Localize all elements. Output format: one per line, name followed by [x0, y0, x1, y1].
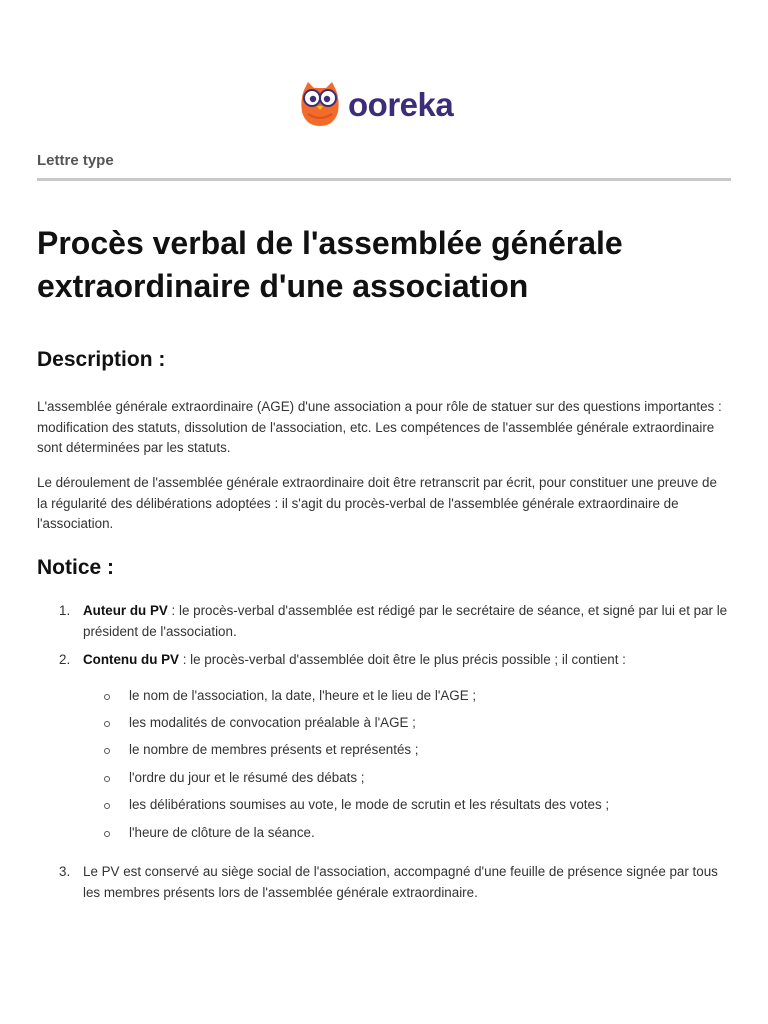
circle-bullet-icon — [104, 694, 110, 700]
notice-item-3 — [37, 862, 731, 903]
list-number: 3. — [59, 864, 71, 879]
sub-list-item: les modalités de convocation préalable à l'AGE ; — [104, 713, 416, 733]
circle-bullet-icon — [104, 776, 110, 782]
notice-item-1 — [37, 601, 731, 642]
owl-logo-icon — [298, 80, 342, 128]
notice-item-text: Le PV est conservé au siège social de l'association, accompagné d'une feuille de présence signée par tous les membres présents lors de l'assemblée générale extraordinaire. — [83, 864, 718, 900]
document-category: Lettre type — [37, 152, 114, 169]
circle-bullet-icon — [104, 831, 110, 837]
notice-item-label: Auteur du PV — [83, 603, 168, 618]
description-paragraph-1: L'assemblée générale extraordinaire (AGE) d'une association a pour rôle de statuer sur des questions importantes : modification des statuts, dissolution de l'association, etc. Les compétences de l'assemblée générale extraordinaire sont déterminées par les statuts. — [37, 399, 722, 455]
description-paragraph-2: Le déroulement de l'assemblée générale extraordinaire doit être retranscrit par écrit, pour constituer une preuve de la régularité des délibérations adoptées : il s'agit du procès-verbal de l'assemblée générale extraordinaire de l'association. — [37, 475, 717, 531]
notice-item-label: Contenu du PV — [83, 652, 179, 667]
brand-logo[interactable] — [298, 79, 453, 129]
sub-list-item: les délibérations soumises au vote, le mode de scrutin et les résultats des votes ; — [104, 795, 609, 815]
list-number: 2. — [59, 652, 71, 667]
sub-list-item: le nom de l'association, la date, l'heure et le lieu de l'AGE ; — [104, 686, 476, 706]
description-heading: Description : — [37, 348, 166, 371]
sub-list-item: le nombre de membres présents et représentés ; — [104, 740, 419, 760]
notice-item-text: : le procès-verbal d'assemblée est rédigé par le secrétaire de séance, et signé par lui et par le président de l'association. — [83, 603, 728, 639]
circle-bullet-icon — [104, 748, 110, 754]
circle-bullet-icon — [104, 721, 110, 727]
page-title: Procès verbal de l'assemblée générale extraordinaire d'une association — [37, 225, 623, 304]
sub-list-item: l'ordre du jour et le résumé des débats ; — [104, 768, 365, 788]
notice-heading: Notice : — [37, 556, 115, 579]
notice-item-2 — [37, 650, 731, 671]
sub-list-item: l'heure de clôture de la séance. — [104, 823, 315, 843]
list-number: 1. — [59, 603, 71, 618]
brand-wordmark: ooreka — [348, 85, 454, 123]
notice-item-text: : le procès-verbal d'assemblée doit être le plus précis possible ; il contient : — [178, 652, 626, 667]
circle-bullet-icon — [104, 803, 110, 809]
category-divider — [37, 178, 731, 181]
